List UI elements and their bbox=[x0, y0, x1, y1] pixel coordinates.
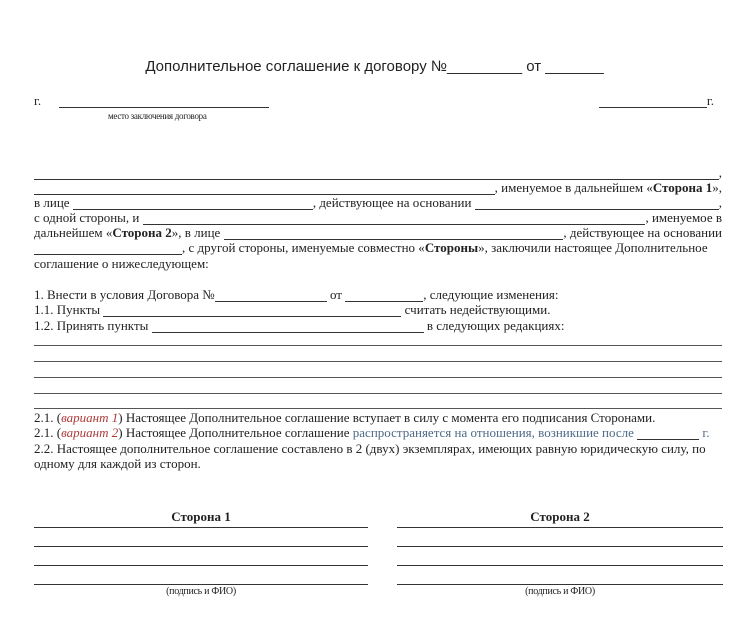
preamble-line-2 bbox=[34, 180, 722, 195]
date-field[interactable] bbox=[599, 96, 707, 108]
clause-2-2-line-2: одному для каждой из сторон. bbox=[34, 456, 201, 471]
text: 1.1. Пункты bbox=[34, 302, 101, 317]
place-caption: место заключения договора bbox=[108, 111, 207, 121]
parties-label: Стороны bbox=[424, 240, 479, 255]
signature-line[interactable] bbox=[397, 584, 723, 585]
city-prefix: г. bbox=[34, 93, 42, 108]
signature-line[interactable] bbox=[34, 546, 368, 547]
party2-label: Сторона 2 bbox=[112, 225, 172, 240]
text: », заключили настоящее Дополнительное bbox=[478, 240, 708, 255]
text: дальнейшем « bbox=[34, 225, 113, 240]
text: », bbox=[712, 180, 722, 195]
text: г. bbox=[702, 425, 710, 440]
text: считать недействующими. bbox=[404, 302, 551, 317]
clause-2-1-variant-2 bbox=[34, 425, 722, 440]
party2-name-field[interactable] bbox=[143, 213, 646, 225]
signature-line[interactable] bbox=[34, 584, 368, 585]
text: , именуемое в bbox=[645, 210, 722, 225]
party1-name-field[interactable] bbox=[34, 168, 719, 180]
contract-date-field[interactable] bbox=[345, 290, 423, 302]
clause-1-2 bbox=[34, 318, 574, 333]
text: , bbox=[718, 195, 722, 210]
blank-line[interactable] bbox=[34, 361, 722, 362]
clause-1 bbox=[34, 287, 574, 302]
signature-line[interactable] bbox=[34, 527, 368, 528]
preamble-line-7: соглашение о нижеследующем: bbox=[34, 256, 209, 271]
text: », в лице bbox=[171, 225, 221, 240]
party1-rep-field[interactable] bbox=[73, 198, 313, 210]
party1-basis-field[interactable] bbox=[475, 198, 719, 210]
party2-signature-caption: (подпись и ФИО) bbox=[525, 586, 595, 597]
signature-line[interactable] bbox=[397, 565, 723, 566]
party2-basis-field[interactable] bbox=[34, 243, 182, 255]
text: , действующее на основании bbox=[312, 195, 472, 210]
text: 2.1. ( bbox=[34, 410, 62, 425]
blank-line[interactable] bbox=[34, 393, 722, 394]
place-field[interactable] bbox=[59, 96, 269, 108]
text: 1. Внести в условия Договора № bbox=[34, 287, 215, 302]
text: 2.1. ( bbox=[34, 425, 62, 440]
date-line bbox=[599, 93, 714, 108]
text: ) Настоящее Дополнительное соглашение bbox=[118, 425, 353, 440]
effective-date-field[interactable] bbox=[637, 428, 699, 440]
party1-label: Сторона 1 bbox=[652, 180, 713, 195]
blank-line[interactable] bbox=[34, 408, 722, 409]
signature-line[interactable] bbox=[397, 527, 723, 528]
clause-1-1 bbox=[34, 302, 574, 317]
text: 1.2. Принять пункты bbox=[34, 318, 149, 333]
preamble-line-4 bbox=[34, 210, 722, 225]
signature-line[interactable] bbox=[397, 546, 723, 547]
text: ) Настоящее Дополнительное соглашение вступает в силу с момента его подписания Сторонами. bbox=[118, 410, 656, 425]
new-points-field[interactable] bbox=[152, 321, 424, 333]
text: с одной стороны, и bbox=[34, 210, 140, 225]
invalid-points-field[interactable] bbox=[103, 305, 401, 317]
party2-signature-title: Сторона 2 bbox=[530, 509, 590, 524]
comma: , bbox=[718, 165, 722, 180]
preamble-line-5 bbox=[34, 225, 722, 240]
text: , следующие изменения: bbox=[423, 287, 559, 302]
place-line bbox=[34, 93, 269, 108]
year-suffix: г. bbox=[706, 93, 714, 108]
preamble-line-3 bbox=[34, 195, 722, 210]
text: , с другой стороны, именуемые совместно « bbox=[182, 240, 425, 255]
text: , действующее на основании bbox=[563, 225, 722, 240]
text: от bbox=[329, 287, 342, 302]
preamble-line-1 bbox=[34, 165, 722, 180]
party1-signature-title: Сторона 1 bbox=[171, 509, 231, 524]
text: в лице bbox=[34, 195, 70, 210]
highlighted-text: распространяется на отношения, возникшие после bbox=[352, 425, 634, 440]
text: , именуемое в дальнейшем « bbox=[494, 180, 653, 195]
party2-rep-field[interactable] bbox=[224, 228, 564, 240]
contract-number-field[interactable] bbox=[215, 290, 327, 302]
blank-line[interactable] bbox=[34, 345, 722, 346]
party1-signature-caption: (подпись и ФИО) bbox=[166, 586, 236, 597]
text: в следующих редакциях: bbox=[426, 318, 565, 333]
signature-line[interactable] bbox=[34, 565, 368, 566]
page-title: Дополнительное соглашение к договору №_________ от _______ bbox=[145, 58, 604, 75]
variant-label: вариант 2 bbox=[61, 425, 119, 440]
clause-2-2-line-1: 2.2. Настоящее дополнительное соглашение составлено в 2 (двух) экземплярах, имеющих равную юридическую силу, по bbox=[34, 441, 706, 456]
clause-2-1-variant-1 bbox=[34, 410, 722, 425]
preamble-line-6 bbox=[34, 240, 722, 255]
party1-name-field-2[interactable] bbox=[34, 183, 495, 195]
blank-line[interactable] bbox=[34, 377, 722, 378]
variant-label: вариант 1 bbox=[61, 410, 119, 425]
